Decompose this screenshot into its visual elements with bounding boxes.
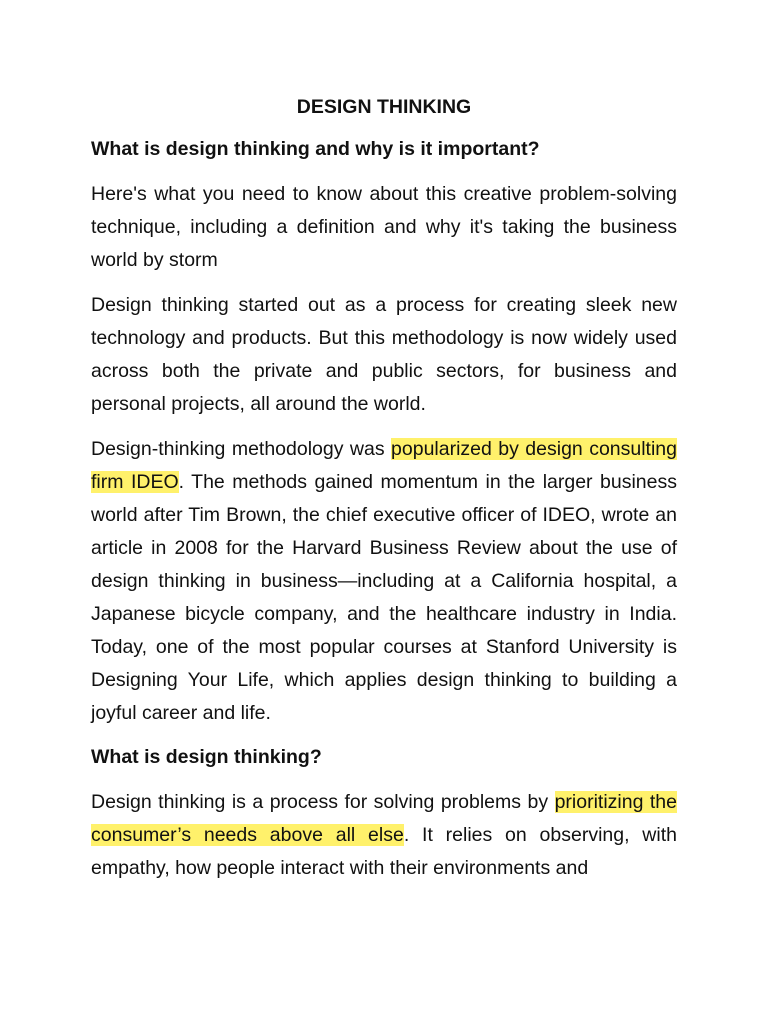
paragraph-ideo-rest: . The methods gained momentum in the larger business world after Tim Brown, the chief executive officer of IDEO, wrote an article in 2008 for the Harvard Business Review about the use of design thinking in business—including at a California hospital, a Japanese bicycle company, and the healthcare industry in India. Today, one of the most popular courses at Stanford University is Designing Your Life, which applies design thinking to building a joyful career and life. xyxy=(91,471,677,724)
paragraph-definition-lead: Design thinking is a process for solving problems by xyxy=(91,791,555,813)
highlight-consumer-needs: prioritizing the consumer’s needs above all else xyxy=(91,791,677,846)
section-heading-why-important: What is design thinking and why is it important? xyxy=(91,138,540,160)
paragraph-intro: Here's what you need to know about this creative problem-solving technique, including a definition and why it's taking the business world by storm xyxy=(91,183,677,271)
highlight-ideo: popularized by design consulting firm IDEO xyxy=(91,438,677,493)
document-title: DESIGN THINKING xyxy=(296,96,472,118)
paragraph-ideo-lead: Design-thinking methodology was xyxy=(91,438,392,460)
document-page xyxy=(91,92,677,897)
paragraph-ideo xyxy=(91,433,677,730)
section-heading-what-is: What is design thinking? xyxy=(91,746,322,768)
paragraph-definition-rest: . It relies on observing, with empathy, how people interact with their environments and xyxy=(91,824,677,879)
paragraph-origins: Design thinking started out as a process for creating sleek new technology and products. But this methodology is now widely used across both the private and public sectors, for business and personal projects, all around the world. xyxy=(91,294,677,415)
paragraph-definition xyxy=(91,786,677,885)
